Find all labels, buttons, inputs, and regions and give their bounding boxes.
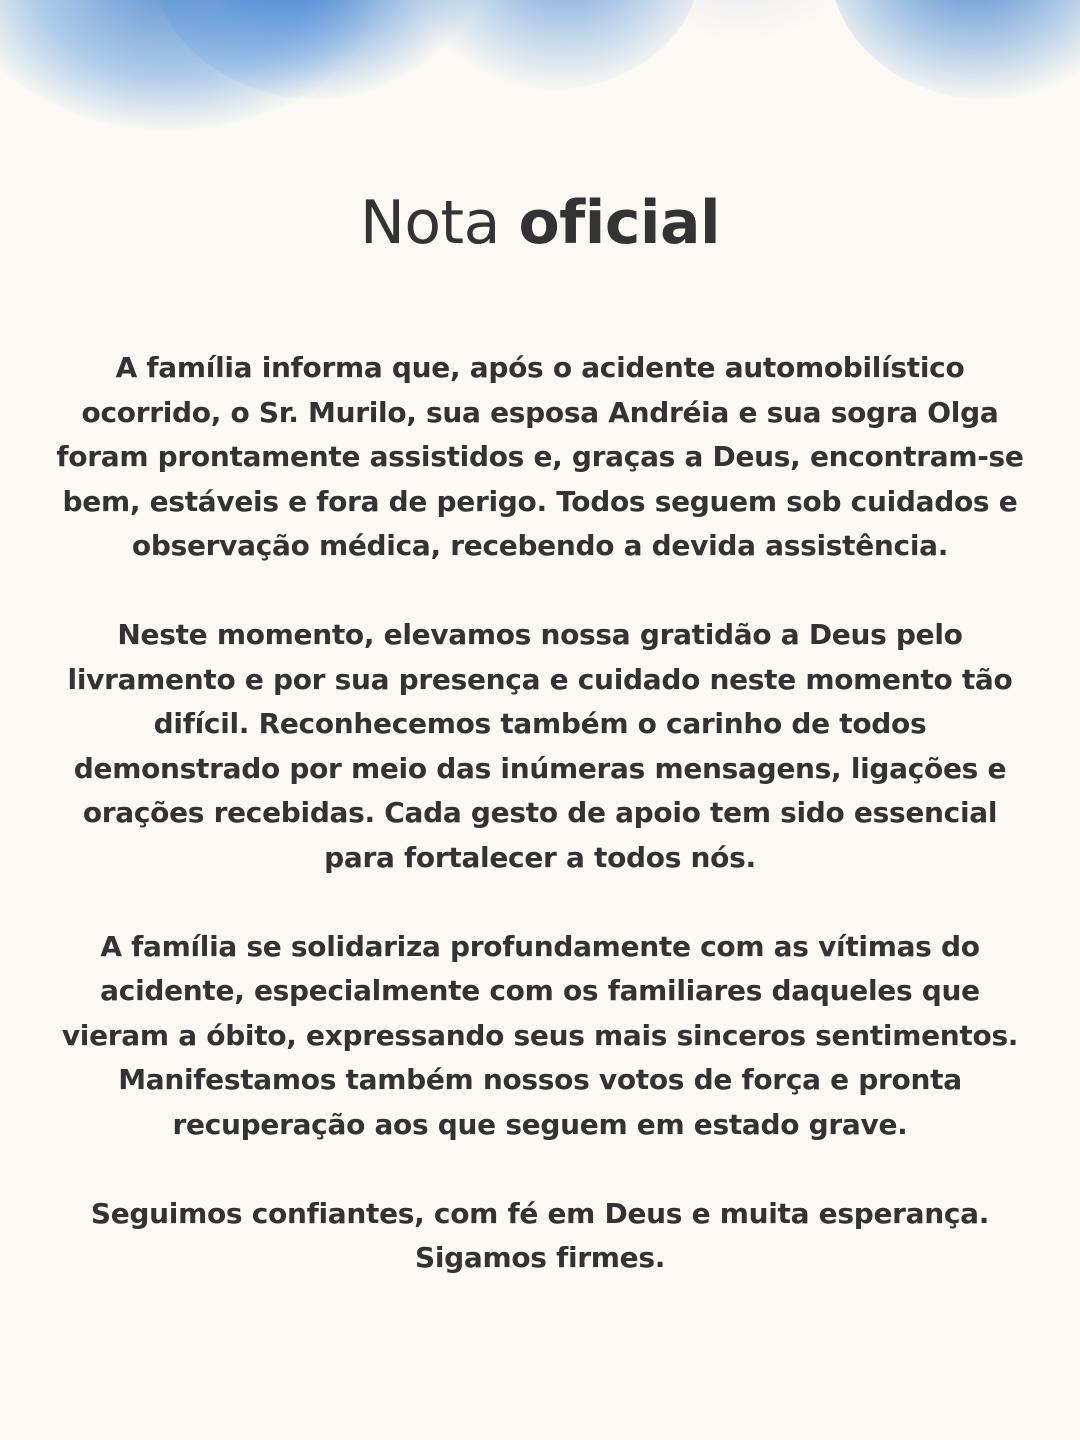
paragraph-solidarity: A família se solidariza profundamente com as vítimas do acidente, especialmente com os familiares daqueles que vieram a óbito, expressando seus mais sinceros sentimentos. Manifestamos também nossos votos de força e pronta recuperação aos que seguem em estado grave. [61, 929, 1019, 1141]
watercolor-blob [150, 0, 490, 100]
watercolor-blob [0, 0, 380, 130]
paragraph-gratitude: Neste momento, elevamos nossa gratidão a Deus pelo livramento e por sua presença e cuidado neste momento tão difícil. Reconhecemos também o carinho de todos demonstrado por meio das inúmeras mensagens, ligações e orações recebidas. Cada gesto de apoio tem sido essencial para fortalecer a todos nós. [67, 617, 1013, 874]
paragraph-family-status: A família informa que, após o acidente automobilístico ocorrido, o Sr. Murilo, sua esposa Andréia e sua sogra Olga foram prontamente assistidos e, graças a Deus, encontram-se bem, estáveis e fora de perigo. Todos seguem sob cuidados e observação médica, recebendo a devida assistência. [56, 351, 1024, 563]
paragraph-closing: Seguimos confiantes, com fé em Deus e muita esperança. Sigamos firmes. [90, 1196, 990, 1275]
watercolor-blob [400, 0, 700, 90]
note-body [50, 346, 1030, 1325]
title-bold: oficial [518, 188, 721, 258]
watercolor-blob [830, 0, 1080, 100]
title-regular: Nota [359, 188, 500, 258]
page-title [0, 186, 1080, 260]
watercolor-blob [620, 0, 860, 40]
